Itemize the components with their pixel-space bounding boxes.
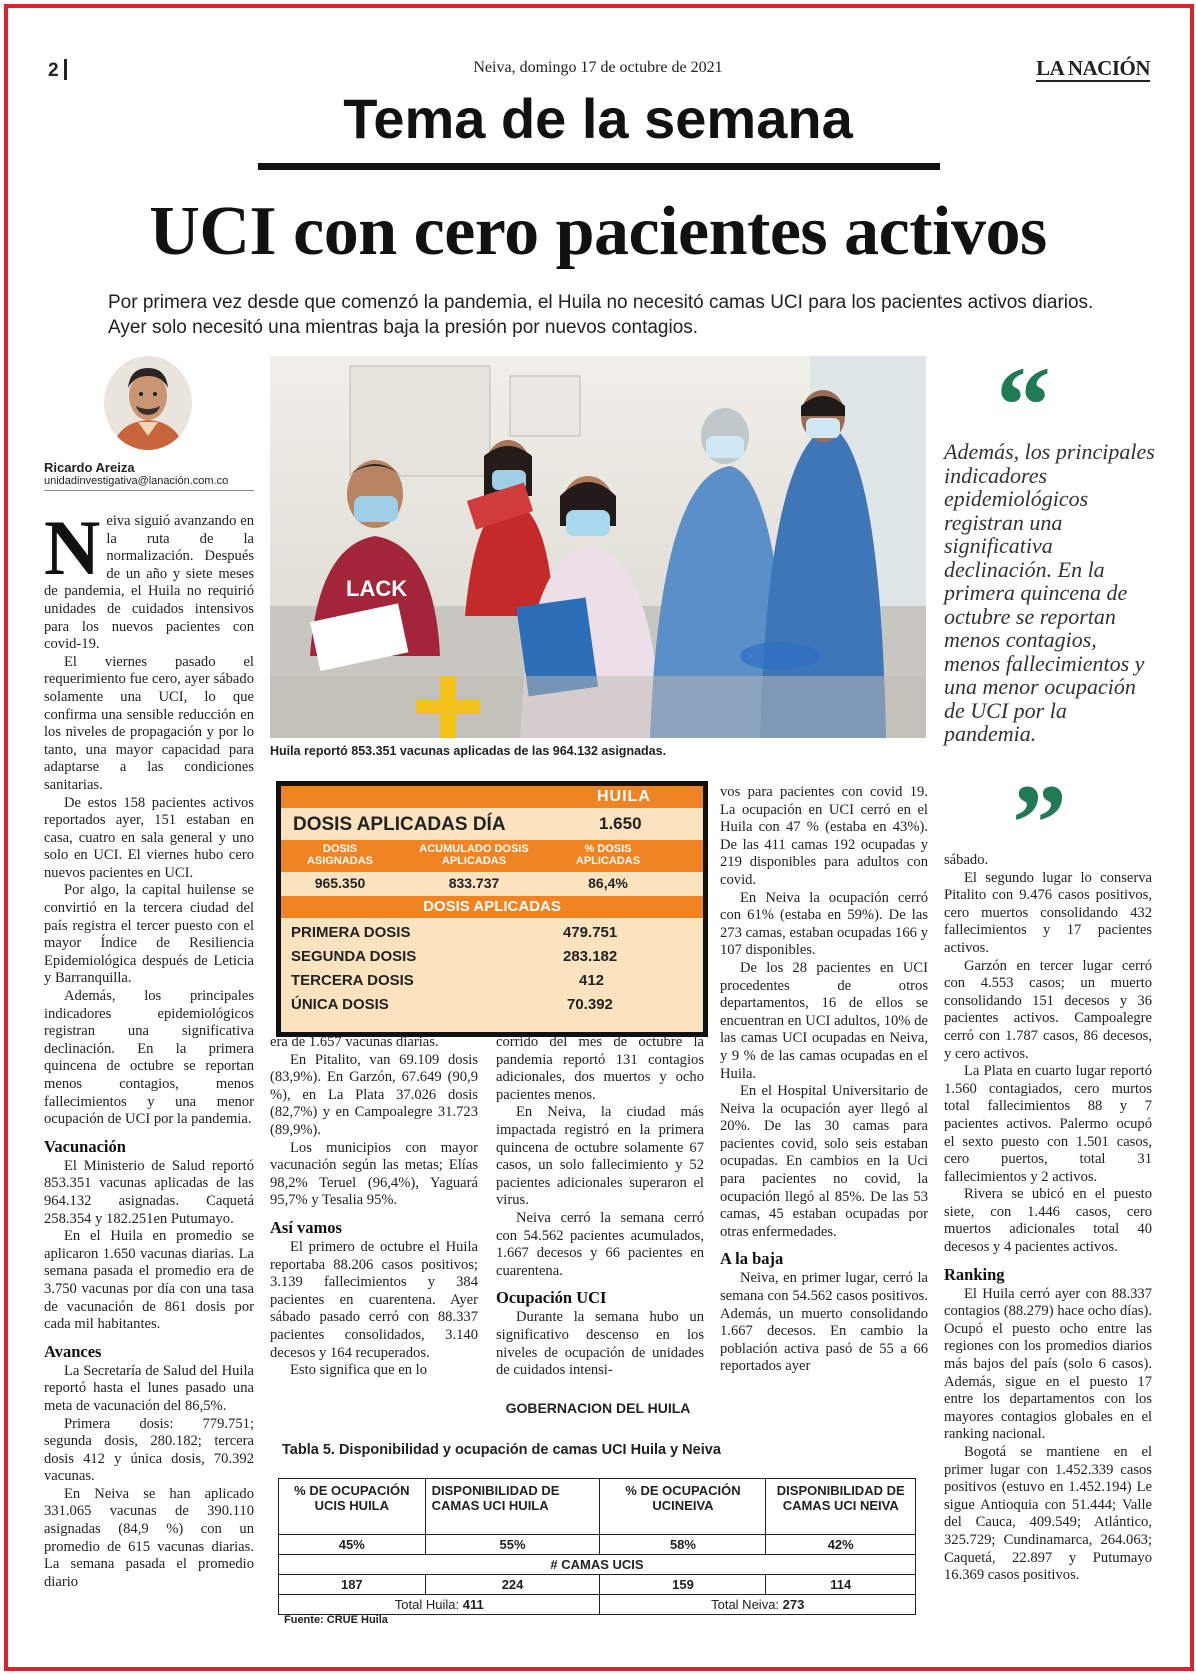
section-rule xyxy=(258,163,940,170)
dosis-value: 965.350 xyxy=(314,875,366,891)
uci-pct: 55% xyxy=(425,1535,600,1555)
newspaper-logo: LA NACIÓN xyxy=(1036,56,1150,80)
dosis-section: DOSIS APLICADAS xyxy=(423,898,561,915)
uci-pct: 42% xyxy=(766,1535,916,1555)
author-avatar xyxy=(104,356,192,450)
close-quote-icon: ” xyxy=(1012,762,1067,884)
paragraph: La Secretaría de Salud del Huila reportó hasta el lunes pasado una meta de vacunación del 86,5%. xyxy=(44,1362,254,1414)
paragraph: De los 28 pacientes en UCI procedentes de otros departamentos, 16 de ellos se encuentran en UCI adultos, 10% de las camas UCI ocupadas en Neiva, y 9 % de las camas ocupadas en el Huila. xyxy=(720,959,928,1082)
dosis-table xyxy=(276,781,708,1037)
dosis-header: % DOSIS APLICADAS xyxy=(575,843,641,867)
paragraph: Neiva cerró la semana cerró con 54.562 pacientes acumulados, 1.667 decesos y 66 pacientes en cuarentena. xyxy=(496,1209,704,1279)
dose-label: ÚNICA DOSIS xyxy=(291,996,389,1013)
open-quote-icon: “ xyxy=(996,344,1051,466)
dosis-region: HUILA xyxy=(597,788,651,805)
column-1 xyxy=(44,504,254,1591)
dosis-day-value: 1.650 xyxy=(599,814,642,833)
paragraph: La Plata en cuarto lugar reportó 1.560 contagiados, cero murtos total fallecimientos 88 y 7 pacientes activos. Palermo ocupó el sexto puesto con 1.501 casos, cero puertos, total 31 fallecimientos y 2 activos. xyxy=(944,1063,1152,1185)
gobernacion-label: GOBERNACION DEL HUILA xyxy=(505,1400,691,1416)
shirt-text: LACK xyxy=(346,576,408,601)
subhead-a-la-baja: A la baja xyxy=(720,1249,784,1269)
uci-table-source: Fuente: CRUE Huila xyxy=(284,1614,388,1626)
uci-header: % DE OCUPACIÓN UCINEIVA xyxy=(600,1479,766,1535)
paragraph: El segundo lugar lo conserva Pitalito con 9.476 casos positivos, cero muertos consolidando 432 fallecimientos y 17 pacientes activos. xyxy=(944,869,1152,956)
paragraph: De estos 158 pacientes activos reportados ayer, 151 estaban en casa, cuatro en sala general y uno solo en UCI. El viernes hubo cero nuevos pacientes en UCI. xyxy=(44,794,254,881)
subhead-ocupacion-uci: Ocupación UCI xyxy=(496,1288,607,1308)
page-number: 2 xyxy=(48,60,59,81)
section-title: Tema de la semana xyxy=(343,87,853,150)
subhead-asi-vamos: Así vamos xyxy=(270,1217,342,1237)
paragraph: Bogotá se mantiene en el primer lugar con 1.452.339 casos positivos (estuvo en 1.452.194) Le sigue Antioquia con 51.444; Valle del Cauca, 409.549; Atlántico, 325.729; Cundinamarca, 264.063; Caquetá, 22.897 y Putumayo 16.369 casos positivos. xyxy=(944,1444,1152,1584)
column-3 xyxy=(496,1034,704,1380)
dose-label: SEGUNDA DOSIS xyxy=(291,948,417,965)
paragraph: En Neiva se han aplicado 331.065 vacunas de 390.110 asignadas (84,9 %) con un promedio de 615 vacunas diarias. La semana pasada el promedio diario xyxy=(44,1485,254,1590)
uci-header: DISPONIBILIDAD DE CAMAS UCI NEIVA xyxy=(766,1479,916,1535)
paragraph: Garzón en tercer lugar cerró con 4.553 casos; un muerto consolidando 151 decesos y 36 pacientes activos. Campoalegre cerró con 1.787 casos, 86 decesos, y cero activos. xyxy=(944,957,1152,1062)
paragraph: Esto significa que en lo xyxy=(290,1362,427,1379)
column-4 xyxy=(720,784,928,1376)
paragraph: El Ministerio de Salud reportó 853.351 vacunas aplicadas de las 964.132 asignadas. Caquetá 258.354 y 182.251en Putumayo. xyxy=(44,1157,254,1227)
uci-table xyxy=(278,1478,916,1615)
uci-camas: 114 xyxy=(766,1575,916,1595)
deck: Por primera vez desde que comenzó la pandemia, el Huila no necesitó camas UCI para los pacientes activos diarios. Ayer solo necesitó una mientras baja la presión por nuevos contagios. xyxy=(108,292,1094,338)
paragraph: corrido del mes de octubre la pandemia reportó 131 contagios adicionales, dos muertos y ocho pacientes menos. xyxy=(496,1034,704,1103)
column-5 xyxy=(944,852,1152,1585)
uci-pct: 58% xyxy=(600,1535,766,1555)
dosis-value: 833.737 xyxy=(448,875,500,891)
paragraph: El viernes pasado el requerimiento fue cero, ayer sábado solamente una UCI, lo que confirma una sensible reducción en los niveles de propagación y por lo tanto, una mayor capacidad para adaptarse a las condiciones sanitarias. xyxy=(44,653,254,793)
dose-value: 70.392 xyxy=(567,996,613,1013)
author-name: Ricardo Areiza xyxy=(44,460,135,475)
uci-camas: 224 xyxy=(425,1575,600,1595)
uci-pct: 45% xyxy=(279,1535,426,1555)
uci-camas: 187 xyxy=(279,1575,426,1595)
paragraph: Neiva, en primer lugar, cerró la semana con 54.562 casos positivos. Además, un muerto consolidando 1.667 decesos. En cambio la población activa pasó de 55 a 66 reportados ayer xyxy=(720,1270,928,1375)
paragraph: Por algo, la capital huilense se convirtió en la tercera ciudad del país registra el tercer puesto con el mayor Índice de Resiliencia Epidemiológica después de Leticia y Barranquilla. xyxy=(44,882,254,987)
subhead-ranking: Ranking xyxy=(944,1264,1005,1284)
dose-value: 479.751 xyxy=(563,924,618,941)
uci-camas: 159 xyxy=(600,1575,766,1595)
dosis-value: 86,4% xyxy=(588,875,628,891)
dose-value: 412 xyxy=(579,972,605,989)
subhead-vacunacion: Vacunación xyxy=(44,1136,126,1156)
news-photo xyxy=(270,356,926,738)
dosis-title: DOSIS APLICADAS DÍA xyxy=(293,814,506,835)
pull-quote: Además, los principales indicadores epidemiológicos registran una significativa declinación. En la primera quincena de octubre se reportan menos contagios, menos fallecimientos y una menor ocupación de UCI por la pandemia. xyxy=(944,439,1155,746)
dose-label: TERCERA DOSIS xyxy=(291,972,414,989)
paragraph: Neiva siguió avanzando en la ruta de la normalización. Después de un año y siete meses de pandemia, el Huila no requirió unidades de cuidados intensivos para los nuevos pacientes con covid-19. xyxy=(44,504,254,653)
column-2 xyxy=(270,1034,478,1380)
paragraph: En Neiva la ocupación cerró con 61% (estaba en 59%). De las 273 camas, estaban ocupadas 166 y 107 disponibles. xyxy=(720,889,928,959)
paragraph: Primera dosis: 779.751; segunda dosis, 280.182; tercera dosis 412 y única dosis, 70.392 vacunas. xyxy=(44,1415,254,1485)
paragraph: En el Hospital Universitario de Neiva la ocupación ayer llegó al 20%. De las 30 camas para pacientes covid, solo seis estaban ocupadas. En cambios en la Uci para pacientes no covid, la ocupación llegó al 85%. De las 53 camas, 45 estaban ocupadas por otras enfermedades. xyxy=(720,1083,928,1240)
paragraph: sábado. xyxy=(944,852,989,868)
paragraph: Los municipios con mayor vacunación según las metas; Elías 98,2% Teruel (96,4%), Yaguará 95,7% y Tesalia 95%. xyxy=(270,1139,478,1209)
author-email: unidadinvestigativa@lanación.com.co xyxy=(44,475,229,487)
drop-cap: N xyxy=(44,504,101,591)
subhead-avances: Avances xyxy=(44,1341,102,1361)
paragraph: Además, los principales indicadores epidemiológicos registran una significativa declinación. En la primera quincena de octubre se reportan menos contagios, menos fallecimientos y una menor ocupación de UCI por la pandemia. xyxy=(44,988,254,1128)
uci-total-neiva: Total Neiva: 273 xyxy=(600,1595,916,1615)
paragraph: En Neiva, la ciudad más impactada registró en la primera quincena de octubre solamente 67 casos, un solo fallecimiento y 52 pacientes adicionales superaron el virus. xyxy=(496,1104,704,1209)
uci-header: DISPONIBILIDAD DE CAMAS UCI HUILA xyxy=(425,1479,600,1535)
paragraph: Rivera se ubicó en el puesto siete, con 1.446 casos, cero muertos adicionales total 40 decesos y 4 pacientes activos. xyxy=(944,1186,1152,1256)
uci-camas-label: # CAMAS UCIS xyxy=(279,1555,916,1575)
dateline: Neiva, domingo 17 de octubre de 2021 xyxy=(473,59,723,76)
paragraph: era de 1.657 vacunas diarias. xyxy=(270,1034,439,1050)
dosis-header: DOSIS ASIGNADAS xyxy=(306,843,373,867)
paragraph: vos para pacientes con covid 19. La ocupación en UCI cerró en el Huila con 47 % (estaba en 43%). De las 411 camas 192 ocupadas y 219 disponibles para adultos con covid. xyxy=(720,784,928,888)
paragraph: El Huila cerró ayer con 88.337 contagios (88.279) hace ocho días). Ocupó el puesto ocho entre las regiones con los promedios diarios más bajos del país (solo 6 casos). Además, sigue en el puesto 17 entre los departamentos con los mayores contagios globales en el ranking nacional. xyxy=(944,1285,1152,1443)
paragraph: En Pitalito, van 69.109 dosis (83,9%). En Garzón, 67.649 (90,9 %), en La Plata 37.026 dosis (82,7%) y en Campoalegre 31.723 (89,9%). xyxy=(270,1051,478,1138)
dose-value: 283.182 xyxy=(563,948,618,965)
paragraph: En el Huila en promedio se aplicaron 1.650 vacunas diarias. La semana pasada el promedio era de 3.750 vacunas por día con una tasa de vacunación de 861 dosis por cada mil habitantes. xyxy=(44,1228,254,1333)
photo-caption: Huila reportó 853.351 vacunas aplicadas de las 964.132 asignadas. xyxy=(270,744,667,758)
dosis-header: ACUMULADO DOSIS APLICADAS xyxy=(419,843,529,867)
headline: UCI con cero pacientes activos xyxy=(149,193,1047,270)
uci-table-title: Tabla 5. Disponibilidad y ocupación de camas UCI Huila y Neiva xyxy=(282,1442,721,1458)
uci-total-huila: Total Huila: 411 xyxy=(279,1595,600,1615)
dose-label: PRIMERA DOSIS xyxy=(291,924,411,941)
uci-header: % DE OCUPACIÓN UCIS HUILA xyxy=(279,1479,426,1535)
author-rule xyxy=(44,490,254,491)
paragraph: El primero de octubre el Huila reportaba 88.206 casos positivos; 3.139 fallecimientos y 384 pacientes en cuarentena. Ayer sábado pasado cerró con 88.337 pacientes consolidados, 3.140 decesos y 164 recuperados. xyxy=(270,1238,478,1361)
paragraph: Durante la semana hubo un significativo descenso en los niveles de ocupación de unidades de cuidados intensi- xyxy=(496,1309,704,1379)
